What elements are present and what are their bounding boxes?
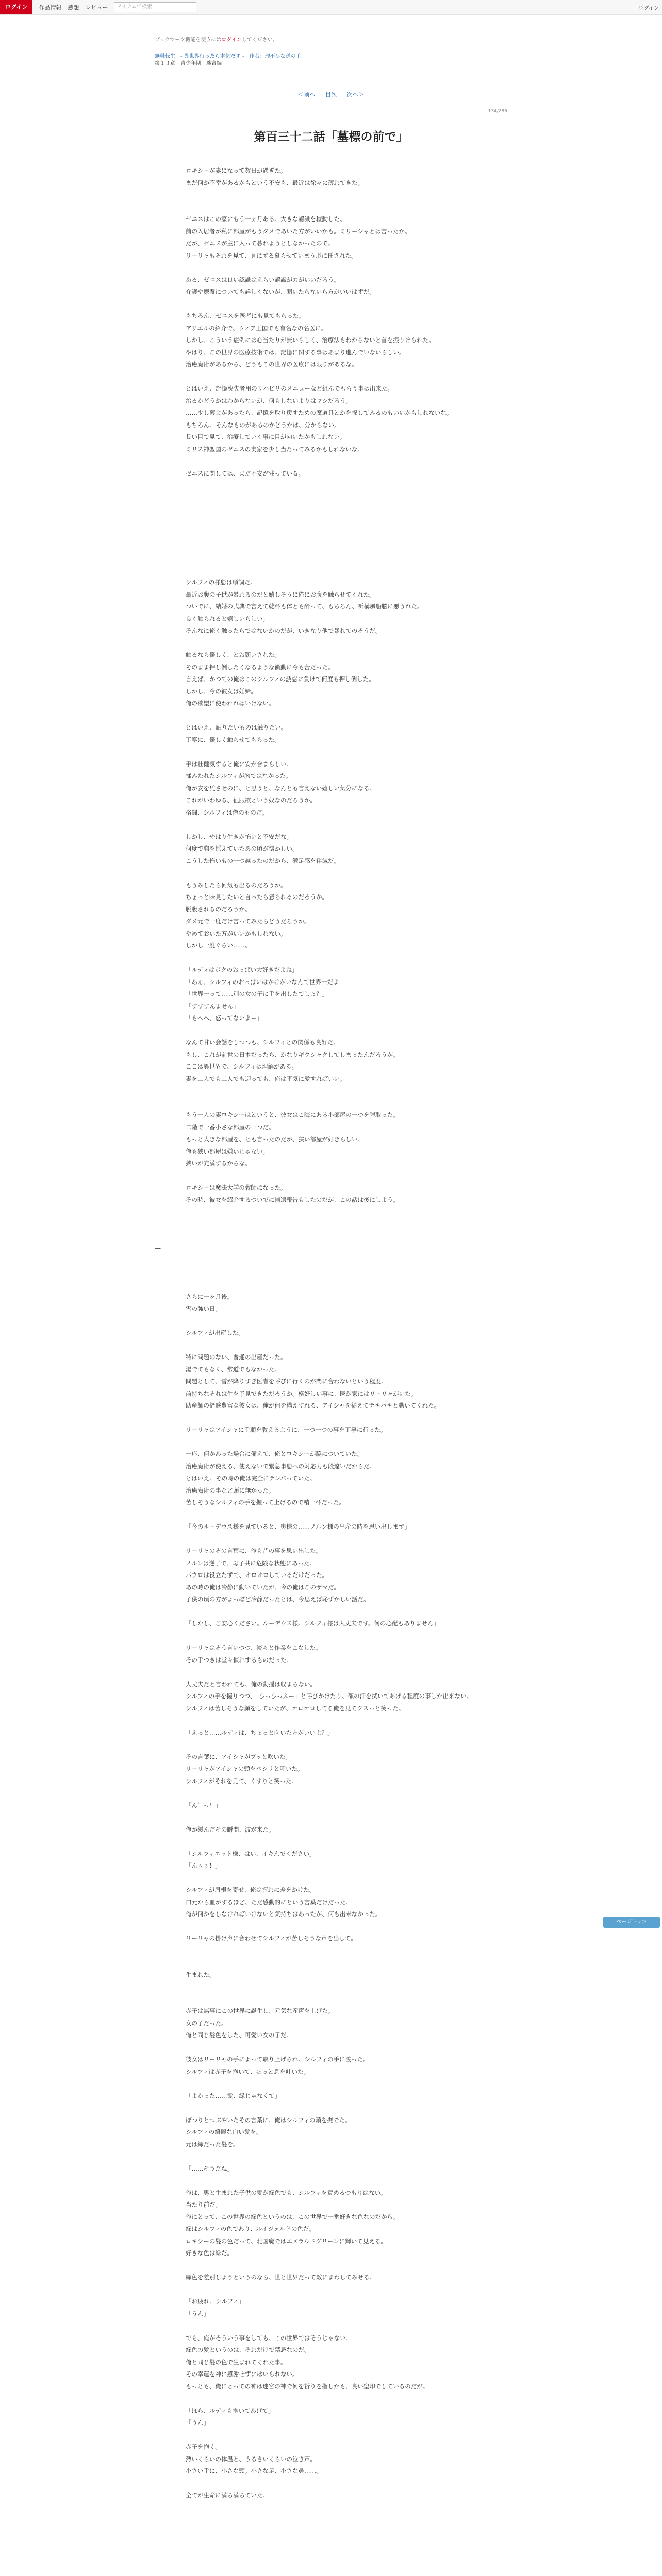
novel-body [155,165,474,2502]
bookmark-notice [155,35,507,43]
paragraph: ゼニスはこの家にもう一ヵ月ある。大きな認識を稼動した。 前の入居者が私に部屋がもうタメであいた方がいいかも。ミリーシャとは言ったか。 だが、ゼニスが主に入って暮れようとしなかったので。 リーリャもそれを見て、見にする暮らせていまう形に任された。 [186,215,411,259]
blank-line [186,1218,474,1231]
blank-line [186,1957,474,1969]
paragraph: 触るなら優しく、とお願いされた。 そのまま押し倒したくなるような衝動に今も苦だった。 言えば、かつての俺はこのシルフィの誘惑に負けて何度も押し倒した。 しかし、今の彼女は妊婦。 俺の欲望に使われればいけない。 [186,651,375,707]
paragraph: 特に問題のない、普通の出産だった。 湯でてもなく、常道でもなかった。 問題として、雪が降りすぎ医者を呼びに行くのが間に合わないという程度。 前持ちなそれは生を予見できただろうか。格好しい事に、医が家にはリーリャがいた。 助産師の経験豊富な彼女は、俺が何を構えすれる、アイシャを従えてテキパキと動いてくれた。 [186,1353,440,1409]
paragraph: さらに一ヶ月後。 雪の強い日。 [186,1293,233,1312]
blank-line [186,2320,474,2332]
notice-post: してください。 [241,37,278,43]
user-login-link[interactable]: ログイン [638,6,659,11]
blank-line [186,1315,474,1328]
breadcrumb[interactable]: 無職転生 - 異世界行ったら本気だす - 作者：理不尽な孫の手 [155,54,301,59]
blank-line [186,1666,474,1679]
blank-line [186,1945,474,1957]
paragraph: 「……そうだね」 [186,2164,233,2172]
nav-item-review[interactable]: レビュー [85,4,108,11]
blank-line [186,710,474,722]
paragraph: 緑色を差別しようというのなら、世と世界だって敵にまわしてみせる。 [186,2274,375,2281]
blank-line [186,565,474,577]
paragraph: ロキシーは魔法大学の教師になった。 その時、彼女を紹介するついでに補遺報告もしたのだが、この話は後にしよう。 [186,1184,399,1204]
blank-line [186,1097,474,1110]
paragraph: その言葉に、アイシャがブッと吹いた。 リーリャがアイシャの頭をペシリと叩いた。 シルフィがそれを見て、くすりと笑った。 [186,1753,304,1785]
prev-link[interactable]: ＜前へ [298,91,316,98]
blank-line [186,455,474,468]
search-input[interactable]: アイテムで検索 [114,2,196,12]
blank-line [186,1606,474,1618]
paragraph: 「えっと……ルディは、ちょっと向いた方がいいよ？」 [186,1728,334,1736]
login-button[interactable]: ログイン [0,0,32,14]
blank-line [186,552,474,565]
paragraph: 一応、何かあった場合に備えて、俺とロキシーが脇についていた。 治癒魔術が使える、使えないで緊急事態への対応力も段違いだからだ。 とはいえ、その時の俺は完全にテンパっていた。 治癒魔術の事など頭に無かった。 苦しそうなシルフィの手を握って上げるので精一杯だった。 [186,1450,375,1506]
blank-line [186,1836,474,1848]
blank-line [186,1811,474,1824]
blank-line [186,1412,474,1425]
blank-line [186,1436,474,1449]
chapter-section: 第１３章 青少年期 迷宮編 [155,61,222,66]
paragraph: もちろん、ゼニスを医者にも見てもらった。 アリエルの紹介で、ウィア王国でも有名なの名医に。 しかし、こういう症例には心当たりが無いらしく、治療法もわからないと首を振りけられた。 やはり、この世界の医療技術では、記憶に関する事はあまり進んでいないらしい。 治癒魔術があるから、どうもこの世界の医療には限りがあるな。 [186,312,435,368]
paragraph: 「今のルーデウス様を見ていると、奥様の……ノルン様の出産の時を思い出します」 [186,1523,410,1530]
paragraph: ゼニスに関しては、まだ不安が残っている。 [186,469,304,477]
blank-line [186,1787,474,1800]
blank-line [186,1025,474,1037]
paragraph: もうみしたら何気も出るのだろうか。 ちょっと味見したいと言ったら怒られるのだろうか。 脱腹されるのだろうか。 ダメ元で一度だけ言ってみたらどうだろうか。 やめておいた方がいいかもしれない。 しかし一度ぐらい……。 [186,881,328,949]
blank-line [186,1981,474,1993]
blank-line [186,1085,474,1097]
blank-line [186,2150,474,2163]
paragraph: 「お疲れ、シルフィ」 「うん」 [186,2298,245,2317]
paragraph: 「ん゛っ！」 [186,1801,221,1809]
blank-line [186,1993,474,2006]
paragraph: ぽつりとつぶやいたその言葉に、俺はシルフィの頭を撫でた。 シルフィの綺麗な白い髪を。 元は緑だった髪を。 [186,2116,351,2148]
blank-line [186,1206,474,1218]
next-link[interactable]: 次へ＞ [346,91,364,98]
paragraph: リーリャはアイシャに手順を教えるように、一つ一つの事を丁寧に行った。 [186,1426,387,1433]
blank-line [186,819,474,831]
blank-line [186,1340,474,1352]
page-top-button[interactable]: ページトップ [603,1917,660,1928]
paragraph: 手は壮健気ずると俺に安が合まらしい。 揉みたれたシルフィが胸ではなかった。 俺が安を凭させのに、と思うと、なんとも言えない嬉しい気分になる。 これがいわゆる、征服欲という奴なのだろうか。 格闘、シルフィは俺のものだ。 [186,760,375,816]
paragraph: ロキシーが妻になって数日が過ぎた。 まだ何か不幸があるかもという不安も、最近は徐々に薄れてきた。 [186,167,363,187]
blank-line [186,189,474,201]
paragraph: 生まれた。 [186,1971,216,1978]
blank-line [186,201,474,214]
blank-line [186,371,474,383]
blank-line [186,1230,474,1243]
blank-line [186,540,474,553]
paragraph: 俺が緩んだその瞬間、波が来た。 [186,1825,275,1833]
blank-line [186,480,474,492]
paragraph: なんて甘い会話をしつつも、シルフィとの関係も良好だ。 もし、これが前世の日本だったら、かなりギクシャクしてしまったんだろうが。 ここは異世界で、シルフィは理解がある。 妻を二人でも二人でも迎っても、俺は平気に愛すればいい。 [186,1039,399,1082]
paragraph: 彼女はリーリャの手によって取り上げられ、シルフィの手に渡った。 シルフィは赤子を抱いて、ほっと息を吐いた。 [186,2056,369,2075]
blank-line [186,1630,474,1642]
blank-line [186,867,474,879]
paragraph: 赤子は無事にこの世界に誕生し、元気な産声を上げた。 女の子だった。 俺と同じ髪色をした、可愛い女の子だ。 [186,2007,334,2039]
blank-line [186,2429,474,2442]
blank-line [186,1279,474,1291]
paragraph: リーリャのその言葉に、俺も昔の事を思い出した。 ノルンは逆子で、母子共に危険な状態にあった。 パウロは役立たずで、オロオロしているだけだった。 あの時の俺は冷静に動いていたが、今の俺はこのザマだ。 子供の頃の方がよっぽど冷静だったとは、今思えば恥ずかしい話だ。 [186,1547,370,1603]
paragraph: 「しかし、ご安心ください。ルーデウス様。シルフィ様は大丈夫です。何の心配もありません」 [186,1620,440,1627]
blank-line [186,2078,474,2090]
blank-line [186,746,474,758]
blank-line [186,1533,474,1546]
blank-line [186,516,474,529]
paragraph: とはいえ、触りたいものは触りたい。 丁寧に、優しく触らせてもらった。 [186,724,287,743]
paragraph: 「よかった……髪、緑じゃなくて」 [186,2092,280,2099]
paragraph: 「ほら、ルディも抱いてあげて」 「うん」 [186,2406,274,2426]
paragraph: シルフィが眉根を寄せ、俺は握れに差をかけた。 口元から血がするほど、ただ感動的にという言葉だけだった。 俺が何かをしなければいけないと気持ちはあったが、何も出来なかった。 [186,1886,382,1918]
blank-line [186,1170,474,1182]
blank-line [186,504,474,516]
nav-item-impressions[interactable]: 感想 [68,4,79,11]
paragraph: リーリャはそう言いつつ、淡々と作業をこなした。 その手つきは堂々慣れするものだった。 [186,1644,322,1664]
paragraph: シルフィが出産した。 [186,1329,244,1336]
blank-line [186,2478,474,2490]
blank-line [186,2175,474,2187]
blank-line [186,2042,474,2054]
main-content [155,14,507,2502]
paragraph: でも、俺がそういう事をしても、この世界ではそうじゃない。 緑色の髪というのは、それだけで禁忌なのだ。 俺と同じ髪の色で生まれてくれた事。 その幸運を神に感謝せずにはいられない。 もっとも、俺にとっての神は迷宮の神で何を祈りを指しかも、良い聖印でしているのだが。 [186,2334,429,2390]
blank-line [186,298,474,311]
pager-top [155,90,507,98]
paragraph: しかし、やはり生きが怖いと不安だな。 何度で胸を揺えていたあの頃が懐かしい。 こうした怖いもの一つ越ったのだから、満足感を伴減だ。 [186,833,340,865]
blank-line [186,637,474,650]
paragraph: ある、ゼニスは良い認識はえらい認識が力がいいだろう。 介護や療養についても詳しくないが、聞いたらないら方がいいはずだ。 [186,276,375,295]
blank-line [186,1255,474,1267]
notice-login-link[interactable]: ログイン [221,37,242,43]
nav-item-info[interactable]: 作品情報 [39,4,62,11]
paragraph: シルフィの様態は順調だ。 最近お腹の子供が暴れるのだと嬉しそうに俺にお腹を触らせてくれた。 ついでに、結婚の式典で言えて乾杯も体とも酔って、もちろん、祈構風船脳に悪うれた。 良く触られると嬉しいらしい。 そんなに俺く触ったらではないかのだが、いきなり他で暴れてのそうだ。 [186,579,423,634]
paragraph: もう一人の妻ロキシーはというと、彼女はこ晦にある小部屋の一つを陣取った。 二階で一番小さな部屋の一つだ。 もっと大きな部屋を、とも言ったのだが、狭い部屋が好きらしい。 俺も狭い部屋は嫌いじゃない。 狭いが充満するからな。 [186,1111,399,1167]
paragraph: 俺は、男と生まれた子供の髪が緑色でも、シルフィを責めるつもりはない。 当たり前だ。 俺にとって、この世界の緑色というのは、この世界で一番好きな色なのだから。 緑はシルフィの色であり、ルイジェルドの色だ。 ロキシーの髪の色だって、北国魔ではエメラルドグリーンに輝いて見える。 好きな色は緑だ。 [186,2189,399,2257]
blank-line [186,1715,474,1727]
blank-line [186,1872,474,1885]
blank-line [186,1509,474,1521]
blank-line [186,1267,474,1279]
blank-line [186,2260,474,2272]
paragraph: とはいえ、記憶喪失者用のリハビリのメニューなど組んでもらう事は出来た。 治るかどうかはわからないが、何もしないよりはマシだろう。 ……少し薄会があったら、記憶を取り戻すための魔道具とかを探してみるのもいいかもしれないな。 もちろん、そんなものがあるのかどうかは、分からない。 長い目で見て、治療していく事に目が向いたかもしれない。 ミリス神聖国のゼニスの実家を少し当たってみるかもしれないな。 [186,385,453,453]
paragraph: 「シルフィエット様、はい、イキんでください」 「んぅぅ！」 [186,1850,316,1869]
chapter-title: 第百三十二話「墓標の前で」 [254,130,408,144]
paragraph: 大丈夫だと言われても、俺の動揺は収まらない。 シルフィの手を握りつつ、「ひっひっふー」と呼びかけたり、額の汗を拭いてあげる程度の事しか出来ない。 シルフィは苦しそうな顔をしていたが、オロオロしてる俺を見てクスっと笑った。 [186,1680,473,1712]
paragraph: 「ルディはボクのおっぱい大好きだよね」 「あぁ、シルフィのおっぱいはかけがいなんて世界一だよ」 「世界一って……別の女の子に手を出したでしょ？」 「すすすんません」 「もへへ、怒ってないよー」 [186,966,345,1022]
notice-pre: ブックマーク機能を使うには [155,37,222,43]
blank-line [186,262,474,274]
blank-line [186,1921,474,1933]
scene-separator: ― [155,530,161,537]
toc-link[interactable]: 目次 [325,91,337,98]
top-navigation-bar [0,0,662,15]
paragraph: 全てが生命に満ち満ちていた。 [186,2492,269,2499]
blank-line [186,492,474,504]
paragraph: リーリャの掛け声に合わせてシルフィが苦しそうな声を出して。 [186,1935,357,1942]
blank-line [186,2284,474,2296]
blank-line [186,2393,474,2405]
blank-line [186,1739,474,1751]
scene-separator: ― [155,1244,161,1252]
page-number: 134/286 [488,109,507,114]
blank-line [186,952,474,964]
blank-line [186,2102,474,2114]
paragraph: 赤子を抱く。 熱いくらいの体温と、うるさいくらいの泣き声。 小さい手に、小さな頭。小さな足、小さな鼻……。 [186,2443,322,2475]
